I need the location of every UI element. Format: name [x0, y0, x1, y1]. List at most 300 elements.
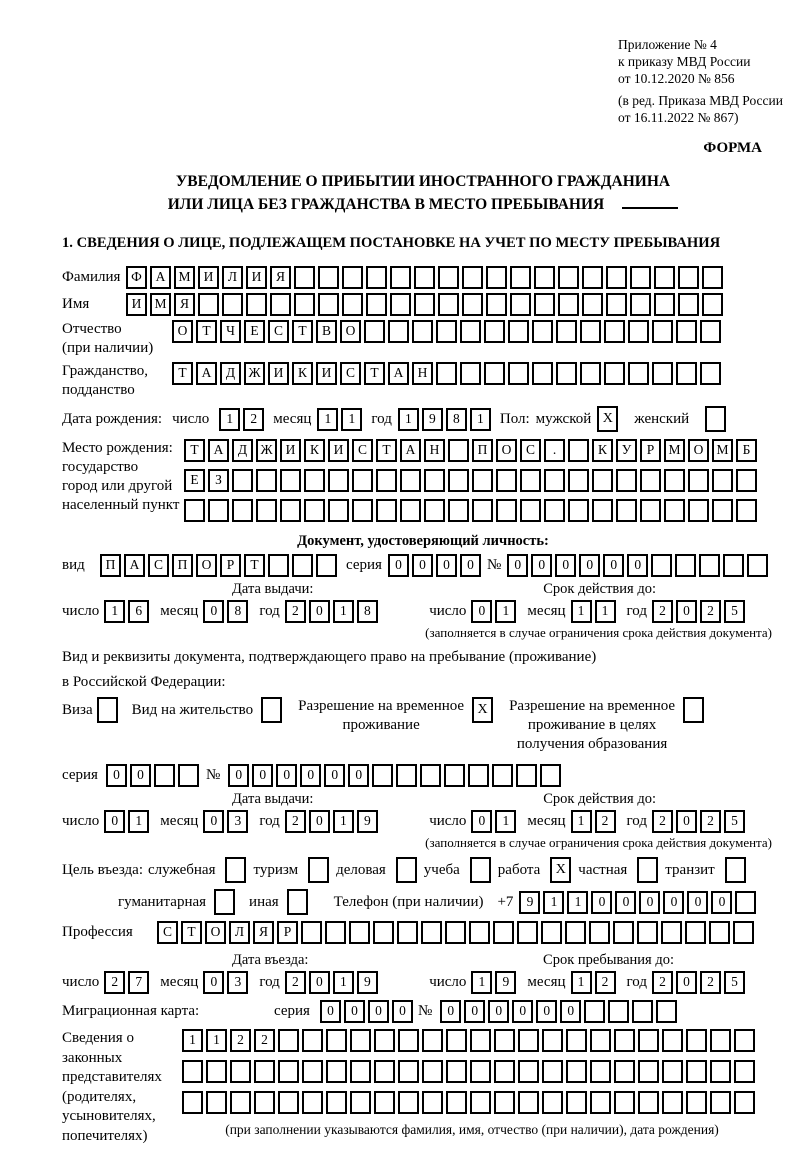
char-cell[interactable]: И [316, 362, 337, 385]
purpose-business-checkbox[interactable] [396, 857, 417, 883]
char-cell[interactable] [422, 1091, 443, 1114]
char-cell[interactable]: 0 [300, 764, 321, 787]
char-cell[interactable] [254, 1091, 275, 1114]
char-cell[interactable] [280, 469, 301, 492]
char-cell[interactable] [566, 1091, 587, 1114]
char-cell[interactable]: 2 [652, 971, 673, 994]
char-cell[interactable]: 0 [344, 1000, 365, 1023]
char-cell[interactable] [735, 891, 756, 914]
char-cell[interactable] [326, 1029, 347, 1052]
char-cell[interactable] [484, 362, 505, 385]
char-cell[interactable] [544, 499, 565, 522]
char-cell[interactable] [318, 293, 339, 316]
char-cell[interactable]: 2 [652, 600, 673, 623]
char-cell[interactable] [460, 320, 481, 343]
char-cell[interactable]: Р [277, 921, 298, 944]
char-cell[interactable]: И [198, 266, 219, 289]
char-cell[interactable] [702, 266, 723, 289]
char-cell[interactable] [278, 1060, 299, 1083]
char-cell[interactable]: 1 [206, 1029, 227, 1052]
char-cell[interactable] [304, 499, 325, 522]
char-cell[interactable]: 0 [392, 1000, 413, 1023]
char-cell[interactable]: Л [222, 266, 243, 289]
char-cell[interactable]: Е [244, 320, 265, 343]
char-cell[interactable] [396, 764, 417, 787]
char-cell[interactable] [373, 921, 394, 944]
char-cell[interactable] [462, 293, 483, 316]
char-cell[interactable] [325, 921, 346, 944]
char-cell[interactable]: 0 [309, 971, 330, 994]
char-cell[interactable] [352, 499, 373, 522]
char-cell[interactable] [232, 469, 253, 492]
char-cell[interactable] [710, 1091, 731, 1114]
char-cell[interactable]: А [400, 439, 421, 462]
char-cell[interactable] [700, 362, 721, 385]
char-cell[interactable] [510, 293, 531, 316]
char-cell[interactable]: 3 [227, 971, 248, 994]
char-cell[interactable] [558, 266, 579, 289]
char-cell[interactable]: К [592, 439, 613, 462]
char-cell[interactable]: 0 [106, 764, 127, 787]
char-cell[interactable] [230, 1060, 251, 1083]
char-cell[interactable] [604, 320, 625, 343]
char-cell[interactable]: 1 [495, 810, 516, 833]
char-cell[interactable]: Т [364, 362, 385, 385]
char-cell[interactable] [534, 266, 555, 289]
char-cell[interactable] [422, 1029, 443, 1052]
char-cell[interactable] [675, 554, 696, 577]
char-cell[interactable] [664, 499, 685, 522]
char-cell[interactable] [590, 1060, 611, 1083]
char-cell[interactable] [420, 764, 441, 787]
purpose-private-checkbox[interactable] [637, 857, 658, 883]
char-cell[interactable] [304, 469, 325, 492]
char-cell[interactable] [412, 320, 433, 343]
char-cell[interactable]: И [268, 362, 289, 385]
char-cell[interactable]: 2 [652, 810, 673, 833]
char-cell[interactable] [534, 293, 555, 316]
char-cell[interactable] [568, 439, 589, 462]
char-cell[interactable] [494, 1029, 515, 1052]
char-cell[interactable] [388, 320, 409, 343]
char-cell[interactable]: 0 [276, 764, 297, 787]
char-cell[interactable]: С [148, 554, 169, 577]
char-cell[interactable] [584, 1000, 605, 1023]
char-cell[interactable] [398, 1029, 419, 1052]
char-cell[interactable]: 2 [104, 971, 125, 994]
char-cell[interactable] [278, 1029, 299, 1052]
char-cell[interactable]: Д [232, 439, 253, 462]
char-cell[interactable] [614, 1029, 635, 1052]
char-cell[interactable] [688, 499, 709, 522]
char-cell[interactable] [532, 362, 553, 385]
char-cell[interactable] [518, 1091, 539, 1114]
char-cell[interactable] [541, 921, 562, 944]
char-cell[interactable] [604, 362, 625, 385]
char-cell[interactable]: 1 [543, 891, 564, 914]
char-cell[interactable] [198, 293, 219, 316]
char-cell[interactable] [686, 1060, 707, 1083]
char-cell[interactable]: 2 [595, 810, 616, 833]
char-cell[interactable]: 0 [324, 764, 345, 787]
char-cell[interactable] [640, 499, 661, 522]
edu-permit-checkbox[interactable] [683, 697, 704, 723]
char-cell[interactable] [352, 469, 373, 492]
char-cell[interactable] [374, 1091, 395, 1114]
char-cell[interactable] [637, 921, 658, 944]
char-cell[interactable] [292, 554, 313, 577]
char-cell[interactable] [350, 1091, 371, 1114]
char-cell[interactable]: Ж [256, 439, 277, 462]
char-cell[interactable] [606, 293, 627, 316]
char-cell[interactable] [448, 469, 469, 492]
char-cell[interactable] [486, 293, 507, 316]
char-cell[interactable]: Л [229, 921, 250, 944]
char-cell[interactable]: С [157, 921, 178, 944]
char-cell[interactable] [723, 554, 744, 577]
char-cell[interactable] [398, 1091, 419, 1114]
char-cell[interactable] [736, 499, 757, 522]
char-cell[interactable] [582, 266, 603, 289]
char-cell[interactable] [302, 1091, 323, 1114]
char-cell[interactable]: 0 [436, 554, 457, 577]
char-cell[interactable]: 0 [488, 1000, 509, 1023]
char-cell[interactable] [556, 320, 577, 343]
char-cell[interactable]: А [124, 554, 145, 577]
char-cell[interactable] [446, 1060, 467, 1083]
char-cell[interactable] [654, 266, 675, 289]
char-cell[interactable] [278, 1091, 299, 1114]
char-cell[interactable]: Д [220, 362, 241, 385]
purpose-study-checkbox[interactable] [470, 857, 491, 883]
char-cell[interactable] [445, 921, 466, 944]
char-cell[interactable] [510, 266, 531, 289]
char-cell[interactable] [486, 266, 507, 289]
char-cell[interactable]: 0 [555, 554, 576, 577]
char-cell[interactable] [390, 266, 411, 289]
char-cell[interactable] [616, 469, 637, 492]
char-cell[interactable] [638, 1029, 659, 1052]
char-cell[interactable]: 8 [357, 600, 378, 623]
char-cell[interactable]: Н [412, 362, 433, 385]
char-cell[interactable] [640, 469, 661, 492]
char-cell[interactable] [676, 320, 697, 343]
char-cell[interactable] [580, 320, 601, 343]
char-cell[interactable]: 0 [309, 600, 330, 623]
char-cell[interactable]: Р [640, 439, 661, 462]
char-cell[interactable] [436, 362, 457, 385]
char-cell[interactable]: Н [424, 439, 445, 462]
char-cell[interactable] [542, 1060, 563, 1083]
char-cell[interactable] [566, 1060, 587, 1083]
char-cell[interactable]: 1 [398, 408, 419, 431]
char-cell[interactable] [462, 266, 483, 289]
char-cell[interactable] [638, 1060, 659, 1083]
char-cell[interactable] [326, 1091, 347, 1114]
purpose-transit-checkbox[interactable] [725, 857, 746, 883]
char-cell[interactable] [184, 499, 205, 522]
char-cell[interactable]: 2 [285, 600, 306, 623]
char-cell[interactable] [400, 469, 421, 492]
temp-permit-checkbox[interactable]: X [472, 697, 493, 723]
char-cell[interactable]: 0 [639, 891, 660, 914]
char-cell[interactable]: М [664, 439, 685, 462]
char-cell[interactable] [342, 293, 363, 316]
sex-female-checkbox[interactable] [705, 406, 726, 432]
char-cell[interactable] [364, 320, 385, 343]
purpose-work-checkbox[interactable]: X [550, 857, 571, 883]
char-cell[interactable] [565, 921, 586, 944]
char-cell[interactable]: 1 [219, 408, 240, 431]
char-cell[interactable]: Я [253, 921, 274, 944]
char-cell[interactable]: 0 [591, 891, 612, 914]
char-cell[interactable] [568, 499, 589, 522]
char-cell[interactable]: 0 [536, 1000, 557, 1023]
char-cell[interactable]: М [712, 439, 733, 462]
char-cell[interactable]: 1 [341, 408, 362, 431]
char-cell[interactable]: С [520, 439, 541, 462]
char-cell[interactable] [390, 293, 411, 316]
char-cell[interactable]: 1 [471, 971, 492, 994]
char-cell[interactable]: 1 [128, 810, 149, 833]
char-cell[interactable]: 0 [627, 554, 648, 577]
char-cell[interactable] [397, 921, 418, 944]
char-cell[interactable]: 9 [357, 810, 378, 833]
char-cell[interactable] [182, 1060, 203, 1083]
char-cell[interactable] [616, 499, 637, 522]
char-cell[interactable]: 0 [687, 891, 708, 914]
char-cell[interactable] [676, 362, 697, 385]
char-cell[interactable]: 0 [104, 810, 125, 833]
char-cell[interactable] [494, 1060, 515, 1083]
char-cell[interactable]: О [340, 320, 361, 343]
char-cell[interactable]: 0 [388, 554, 409, 577]
char-cell[interactable] [608, 1000, 629, 1023]
char-cell[interactable]: 0 [663, 891, 684, 914]
char-cell[interactable]: 0 [309, 810, 330, 833]
char-cell[interactable]: Т [196, 320, 217, 343]
char-cell[interactable] [747, 554, 768, 577]
char-cell[interactable] [614, 1060, 635, 1083]
char-cell[interactable]: 1 [333, 810, 354, 833]
char-cell[interactable] [661, 921, 682, 944]
char-cell[interactable] [688, 469, 709, 492]
char-cell[interactable] [632, 1000, 653, 1023]
char-cell[interactable] [662, 1029, 683, 1052]
char-cell[interactable] [468, 764, 489, 787]
char-cell[interactable] [448, 439, 469, 462]
char-cell[interactable]: 9 [519, 891, 540, 914]
char-cell[interactable]: 0 [368, 1000, 389, 1023]
char-cell[interactable]: Я [270, 266, 291, 289]
char-cell[interactable] [520, 469, 541, 492]
char-cell[interactable] [630, 293, 651, 316]
char-cell[interactable] [421, 921, 442, 944]
char-cell[interactable] [280, 499, 301, 522]
char-cell[interactable]: 0 [676, 600, 697, 623]
char-cell[interactable]: . [544, 439, 565, 462]
char-cell[interactable] [414, 293, 435, 316]
char-cell[interactable] [589, 921, 610, 944]
char-cell[interactable]: Т [184, 439, 205, 462]
char-cell[interactable]: 0 [615, 891, 636, 914]
char-cell[interactable]: 0 [228, 764, 249, 787]
char-cell[interactable] [652, 320, 673, 343]
char-cell[interactable]: 2 [254, 1029, 275, 1052]
char-cell[interactable] [374, 1029, 395, 1052]
char-cell[interactable]: 0 [711, 891, 732, 914]
char-cell[interactable]: 0 [471, 810, 492, 833]
char-cell[interactable]: 3 [227, 810, 248, 833]
char-cell[interactable]: П [472, 439, 493, 462]
char-cell[interactable]: 1 [104, 600, 125, 623]
char-cell[interactable] [472, 469, 493, 492]
char-cell[interactable]: Ч [220, 320, 241, 343]
purpose-tourism-checkbox[interactable] [308, 857, 329, 883]
char-cell[interactable]: У [616, 439, 637, 462]
char-cell[interactable] [678, 293, 699, 316]
char-cell[interactable]: 0 [512, 1000, 533, 1023]
char-cell[interactable] [699, 554, 720, 577]
char-cell[interactable]: К [304, 439, 325, 462]
char-cell[interactable] [208, 499, 229, 522]
char-cell[interactable]: З [208, 469, 229, 492]
char-cell[interactable] [398, 1060, 419, 1083]
char-cell[interactable]: 2 [700, 810, 721, 833]
char-cell[interactable] [182, 1091, 203, 1114]
char-cell[interactable]: 0 [412, 554, 433, 577]
char-cell[interactable] [700, 320, 721, 343]
char-cell[interactable]: Т [292, 320, 313, 343]
char-cell[interactable]: 8 [446, 408, 467, 431]
char-cell[interactable] [542, 1091, 563, 1114]
char-cell[interactable]: 1 [571, 600, 592, 623]
char-cell[interactable]: О [688, 439, 709, 462]
char-cell[interactable] [294, 266, 315, 289]
char-cell[interactable] [656, 1000, 677, 1023]
char-cell[interactable] [544, 469, 565, 492]
char-cell[interactable]: А [150, 266, 171, 289]
char-cell[interactable] [518, 1060, 539, 1083]
char-cell[interactable] [318, 266, 339, 289]
char-cell[interactable] [613, 921, 634, 944]
sex-male-checkbox[interactable]: X [597, 406, 618, 432]
char-cell[interactable] [422, 1060, 443, 1083]
char-cell[interactable] [734, 1091, 755, 1114]
char-cell[interactable] [374, 1060, 395, 1083]
char-cell[interactable] [376, 499, 397, 522]
char-cell[interactable] [592, 499, 613, 522]
char-cell[interactable]: 9 [422, 408, 443, 431]
char-cell[interactable] [444, 764, 465, 787]
char-cell[interactable]: 0 [676, 971, 697, 994]
char-cell[interactable]: Т [376, 439, 397, 462]
purpose-other-checkbox[interactable] [287, 889, 308, 915]
char-cell[interactable] [496, 499, 517, 522]
char-cell[interactable] [736, 469, 757, 492]
char-cell[interactable] [376, 469, 397, 492]
char-cell[interactable]: 6 [128, 600, 149, 623]
char-cell[interactable] [652, 362, 673, 385]
char-cell[interactable] [350, 1029, 371, 1052]
char-cell[interactable] [712, 469, 733, 492]
char-cell[interactable]: О [196, 554, 217, 577]
char-cell[interactable] [178, 764, 199, 787]
char-cell[interactable]: 2 [285, 810, 306, 833]
char-cell[interactable] [568, 469, 589, 492]
char-cell[interactable]: С [268, 320, 289, 343]
char-cell[interactable] [446, 1091, 467, 1114]
char-cell[interactable] [484, 320, 505, 343]
char-cell[interactable]: 0 [252, 764, 273, 787]
char-cell[interactable] [246, 293, 267, 316]
char-cell[interactable] [580, 362, 601, 385]
char-cell[interactable] [492, 764, 513, 787]
char-cell[interactable] [709, 921, 730, 944]
char-cell[interactable]: 0 [203, 810, 224, 833]
char-cell[interactable]: 0 [460, 554, 481, 577]
char-cell[interactable] [702, 293, 723, 316]
char-cell[interactable] [685, 921, 706, 944]
char-cell[interactable]: 2 [700, 600, 721, 623]
char-cell[interactable]: 2 [243, 408, 264, 431]
char-cell[interactable]: 0 [676, 810, 697, 833]
char-cell[interactable] [590, 1091, 611, 1114]
char-cell[interactable] [516, 764, 537, 787]
char-cell[interactable]: 1 [333, 971, 354, 994]
char-cell[interactable] [438, 293, 459, 316]
char-cell[interactable]: 1 [182, 1029, 203, 1052]
char-cell[interactable]: 0 [507, 554, 528, 577]
char-cell[interactable] [424, 499, 445, 522]
char-cell[interactable]: Т [244, 554, 265, 577]
char-cell[interactable] [472, 499, 493, 522]
char-cell[interactable] [733, 921, 754, 944]
char-cell[interactable]: Т [181, 921, 202, 944]
char-cell[interactable]: Т [172, 362, 193, 385]
char-cell[interactable] [628, 320, 649, 343]
char-cell[interactable]: 0 [603, 554, 624, 577]
char-cell[interactable] [678, 266, 699, 289]
char-cell[interactable]: 2 [230, 1029, 251, 1052]
char-cell[interactable]: Б [736, 439, 757, 462]
char-cell[interactable]: О [172, 320, 193, 343]
char-cell[interactable] [542, 1029, 563, 1052]
char-cell[interactable] [566, 1029, 587, 1052]
char-cell[interactable]: 2 [285, 971, 306, 994]
char-cell[interactable] [448, 499, 469, 522]
char-cell[interactable]: С [352, 439, 373, 462]
char-cell[interactable]: М [150, 293, 171, 316]
char-cell[interactable]: 9 [495, 971, 516, 994]
char-cell[interactable]: Р [220, 554, 241, 577]
char-cell[interactable] [414, 266, 435, 289]
char-cell[interactable]: И [126, 293, 147, 316]
char-cell[interactable] [592, 469, 613, 492]
char-cell[interactable]: 1 [595, 600, 616, 623]
char-cell[interactable]: 1 [567, 891, 588, 914]
char-cell[interactable]: А [208, 439, 229, 462]
char-cell[interactable]: 1 [470, 408, 491, 431]
char-cell[interactable] [326, 1060, 347, 1083]
char-cell[interactable] [662, 1091, 683, 1114]
char-cell[interactable]: 0 [531, 554, 552, 577]
char-cell[interactable]: Ж [244, 362, 265, 385]
char-cell[interactable] [232, 499, 253, 522]
residence-permit-checkbox[interactable] [261, 697, 282, 723]
char-cell[interactable] [734, 1060, 755, 1083]
char-cell[interactable] [328, 469, 349, 492]
